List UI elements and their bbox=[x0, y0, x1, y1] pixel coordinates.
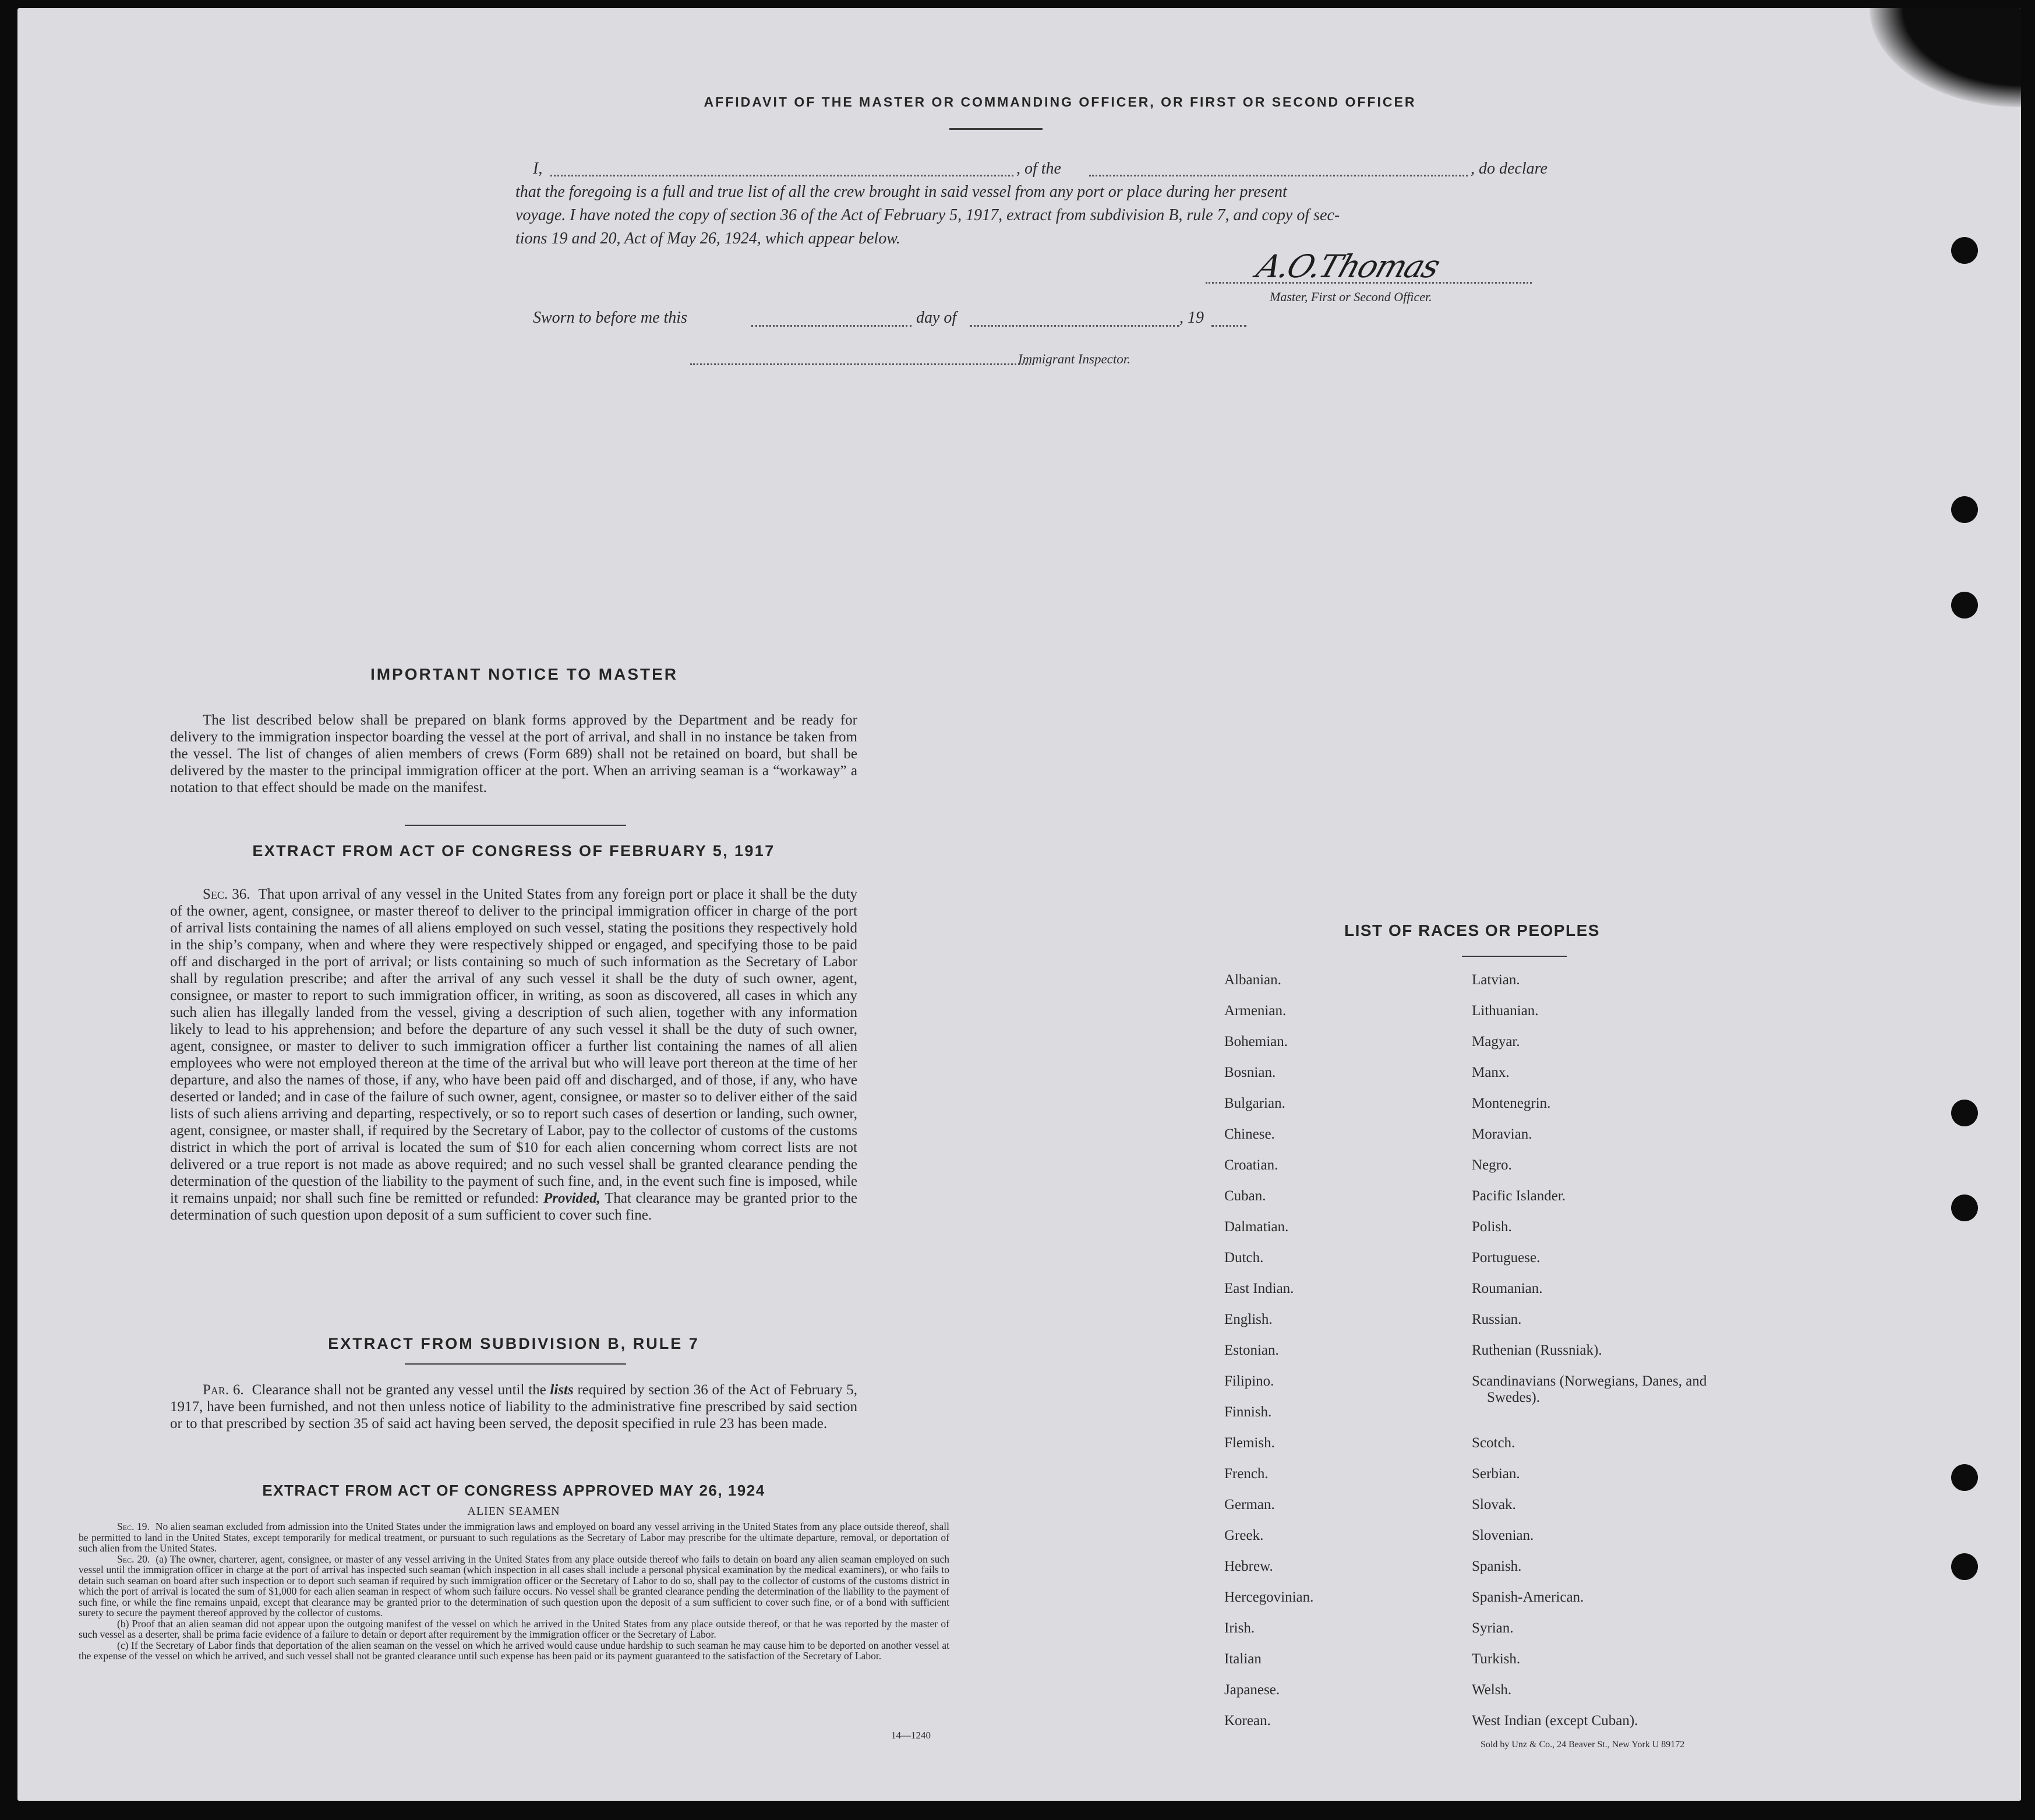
rule-7-body bbox=[170, 1381, 857, 1432]
month-blank bbox=[970, 325, 1179, 327]
race-item: Negro. bbox=[1472, 1157, 1512, 1173]
extract-1924-body bbox=[79, 1521, 949, 1662]
race-item: Bohemian. bbox=[1224, 1034, 1288, 1049]
race-item: Montenegrin. bbox=[1472, 1095, 1551, 1111]
race-item: French. bbox=[1224, 1466, 1269, 1482]
race-item: Japanese. bbox=[1224, 1682, 1280, 1698]
race-item: Cuban. bbox=[1224, 1188, 1266, 1204]
extract-1917-title: EXTRACT FROM ACT OF CONGRESS OF FEBRUARY 5, 1917 bbox=[252, 842, 775, 860]
document-page bbox=[17, 8, 2021, 1801]
race-item: Lithuanian. bbox=[1472, 1003, 1539, 1019]
race-item: Finnish. bbox=[1224, 1404, 1272, 1420]
race-item: Welsh. bbox=[1472, 1682, 1512, 1698]
race-item: Ruthenian (Russniak). bbox=[1472, 1342, 1602, 1358]
race-item: Croatian. bbox=[1224, 1157, 1278, 1173]
extract-1924-title: EXTRACT FROM ACT OF CONGRESS APPROVED MAY 26, 1924 bbox=[262, 1482, 765, 1499]
race-item: Latvian. bbox=[1472, 972, 1520, 988]
sec-19-label: Sec. 19. bbox=[117, 1521, 150, 1532]
form-number: 14—1240 bbox=[891, 1730, 931, 1741]
affidavit-declaration bbox=[515, 157, 1584, 250]
sec-36-text-end: That clearance may be granted prior to the determination of such question upon deposit of a sum sufficient to cover such fine. bbox=[170, 1190, 857, 1223]
punch-hole bbox=[1951, 237, 1978, 264]
race-item: Spanish. bbox=[1472, 1559, 1522, 1574]
sec-19-text: No alien seaman excluded from admission into the United States under the immigration laws and employed on board any vessel arriving in the United States from any place outside thereof, shall be permitted to land in the United States, except temporarily for medical treatment, or pursuant to such regulations as the Secretary of Labor may prescribe for the ultimate departure, removal, or deportation of such alien from the United States. bbox=[79, 1521, 949, 1554]
divider bbox=[405, 1363, 626, 1365]
race-item: Spanish-American. bbox=[1472, 1589, 1584, 1605]
race-item: Filipino. bbox=[1224, 1373, 1274, 1389]
sec-20c: (c) If the Secretary of Labor finds that deportation of the alien seaman on the vessel on which he arrived would cause undue hardship to such seaman he may cause him to be deported on another vessel at the expense of the vessel on which he arrived, and such vessel shall not be granted clearance until such expense has been paid or its payment guaranteed to the satisfaction of the Secretary of Labor. bbox=[79, 1639, 949, 1662]
race-item: West Indian (except Cuban). bbox=[1472, 1713, 1638, 1729]
sec-36-text: That upon arrival of any vessel in the United States from any foreign port or place it shall be the duty of the owner, agent, consignee, or master thereof to deliver to the principal immigration officer in charge of the port of arrival lists containing the names of all aliens employed on such vessel, stating the positions they respectively hold in the ship’s company, when and where they were respectively shipped or engaged, and specifying those to be paid off and discharged in the port of arrival; or lists containing so much of such information as the Secretary of Labor shall by regulation prescribe; and after the arrival of any such vessel it shall be the duty of such owner, agent, consignee, or master to report to such immigration officer, in writing, as soon as discovered, all cases in which any such alien has illegally landed from the vessel, giving a description of such alien, together with any information likely to lead to his apprehension; and before the departure of any such vessel it shall be the duty of such owner, agent, consignee, or master to deliver to such immigration officer a further list containing the names of all alien employees who were not employed thereon at the time of the arrival but who will leave port thereon at the time of her departure, and also the names of those, if any, who have been paid off and discharged, and of those, if any, who have deserted or landed; and in case of the failure of such owner, agent, consignee, or master so to deliver either of the said lists of such aliens arriving and departing, respectively, or so to report such cases of desertion or landing, such owner, agent, consignee, or master shall, if required by the Secretary of Labor, pay to the collector of customs of the customs district in which the port of arrival is located the sum of $10 for each alien concerning whom correct lists are not delivered or a true report is not made as above required; and no such vessel shall be granted clearance pending the determination of the question of the liability to the payment of such fine, and, in the event such fine is imposed, while it remains unpaid; nor shall such fine be remitted or refunded: bbox=[170, 886, 857, 1206]
signature: A.O.Thomas bbox=[1252, 248, 1444, 285]
race-item: English. bbox=[1224, 1312, 1273, 1327]
divider bbox=[405, 825, 626, 826]
race-item: Bulgarian. bbox=[1224, 1095, 1285, 1111]
race-item: Scotch. bbox=[1472, 1435, 1515, 1451]
race-item: Turkish. bbox=[1472, 1651, 1521, 1667]
sec-20a bbox=[79, 1554, 949, 1618]
sec-19 bbox=[79, 1521, 949, 1554]
race-item: Syrian. bbox=[1472, 1620, 1514, 1636]
year-prefix: , 19 bbox=[1179, 309, 1204, 327]
extract-1917-body bbox=[170, 886, 857, 1224]
race-item: Hebrew. bbox=[1224, 1559, 1273, 1574]
punch-hole bbox=[1951, 592, 1978, 619]
notice-body bbox=[170, 712, 857, 796]
race-item: Greek. bbox=[1224, 1528, 1264, 1543]
provided-word: Provided, bbox=[543, 1190, 600, 1206]
sec-20-label: Sec. 20. bbox=[117, 1553, 150, 1565]
sec-20a-text: (a) The owner, charterer, agent, consignee, or master of any vessel arriving in the United States from any place outside thereof who fails to detain on board any alien seaman employed on such vessel until the immigration officer in charge at the port of arrival has inspected such seaman (which inspection in all cases shall include a personal physical examination by the medical examiners), or who fails to detain such seaman on board after such inspection or to deport such seaman if required by such immigration officer or the Secretary of Labor to do so, shall pay to the collector of customs of the customs district in which the port of arrival is located the sum of $1,000 for each alien seaman in respect of whom such failure occurs. No vessel shall be granted clearance pending the determination of the liability to the payment of such fine, or while the fine remains unpaid, except that clearance may be granted prior to the determination of such question upon the deposit of a sum sufficient to cover such fine, or of a bond with sufficient surety to secure the payment thereof approved by the collector of customs. bbox=[79, 1553, 949, 1618]
race-item: Bosnian. bbox=[1224, 1065, 1276, 1080]
rule-7-text-b: required by section 36 of the Act of February 5, 1917, have been furnished, and not then unless notice of liability to the administrative fine prescribed by said section or to that prescribed by section 35 of said act having been served, the deposit specified in rule 23 has been made. bbox=[170, 1382, 857, 1432]
sec-20b: (b) Proof that an alien seaman did not appear upon the outgoing manifest of the vessel on which he arrived in the United States from any place outside thereof, or that he was reported by the master of such vessel as a deserter, shall be prima facie evidence of a failure to detain or deport after requirement by the immigration officer or the Secretary of Labor. bbox=[79, 1617, 949, 1640]
race-item: Moravian. bbox=[1472, 1126, 1532, 1142]
race-item: Korean. bbox=[1224, 1713, 1271, 1729]
vessel-blank bbox=[1089, 175, 1468, 176]
declaration-line-3: tions 19 and 20, Act of May 26, 1924, which appear below. bbox=[515, 229, 900, 248]
race-item: Dutch. bbox=[1224, 1250, 1264, 1266]
punch-hole bbox=[1951, 1100, 1978, 1126]
race-item: Armenian. bbox=[1224, 1003, 1287, 1019]
inspector-line bbox=[690, 363, 1034, 365]
signature-caption: Master, First or Second Officer. bbox=[1270, 289, 1432, 304]
rule-7-text-a: Clearance shall not be granted any vessel until the bbox=[252, 1382, 546, 1398]
punch-hole bbox=[1951, 1195, 1978, 1221]
race-item: East Indian. bbox=[1224, 1281, 1294, 1296]
day-of-label: day of bbox=[916, 309, 957, 327]
notice-title: IMPORTANT NOTICE TO MASTER bbox=[370, 665, 679, 683]
rule-7-title: EXTRACT FROM SUBDIVISION B, RULE 7 bbox=[328, 1335, 699, 1352]
divider bbox=[949, 128, 1043, 130]
inspector-caption: Immigrant Inspector. bbox=[1018, 352, 1130, 366]
race-item: German. bbox=[1224, 1497, 1275, 1512]
race-item: Russian. bbox=[1472, 1312, 1522, 1327]
declaration-line-2: voyage. I have noted the copy of section 36 of the Act of February 5, 1917, extract from subdivision B, rule 7, and copy of sec- bbox=[515, 206, 1340, 224]
race-item: Pacific Islander. bbox=[1472, 1188, 1566, 1204]
notice-text: The list described below shall be prepared on blank forms approved by the Department and be ready for delivery to the immigration inspector boarding the vessel at the port of arrival, and shall in no instance be taken from the vessel. The list of changes of alien members of crews (Form 689) shall not be retained on board, but shall be delivered by the master to the principal immigration officer at the port. When an arriving seaman is a “workaway” a notation to that effect should be made on the manifest. bbox=[170, 712, 857, 796]
races-title: LIST OF RACES OR PEOPLES bbox=[1344, 921, 1600, 939]
race-item: Albanian. bbox=[1224, 972, 1281, 988]
race-item: Slovenian. bbox=[1472, 1528, 1534, 1543]
punch-hole bbox=[1951, 1464, 1978, 1491]
i-label: I, bbox=[533, 160, 543, 178]
name-blank bbox=[550, 175, 1013, 176]
race-item: Irish. bbox=[1224, 1620, 1255, 1636]
day-blank bbox=[751, 325, 911, 327]
race-item: Italian bbox=[1224, 1651, 1262, 1667]
race-item: Dalmatian. bbox=[1224, 1219, 1289, 1235]
declaration-line-1: that the foregoing is a full and true list of all the crew brought in said vessel from any port or place during her present bbox=[515, 183, 1287, 201]
race-item: Portuguese. bbox=[1472, 1250, 1541, 1266]
race-item: Chinese. bbox=[1224, 1126, 1275, 1142]
punch-hole bbox=[1951, 496, 1978, 523]
race-item: Scandinavians (Norwegians, Danes, and Swedes). bbox=[1472, 1373, 1707, 1405]
do-declare-label: , do declare bbox=[1471, 160, 1548, 178]
year-blank bbox=[1211, 325, 1246, 327]
alien-seamen-subtitle: ALIEN SEAMEN bbox=[467, 1505, 560, 1518]
par-6-label: Par. 6. bbox=[203, 1382, 244, 1398]
race-item: Estonian. bbox=[1224, 1342, 1279, 1358]
sworn-line bbox=[515, 309, 1273, 332]
race-item: Flemish. bbox=[1224, 1435, 1275, 1451]
race-item: Roumanian. bbox=[1472, 1281, 1543, 1296]
corner-damage bbox=[1870, 8, 2021, 107]
race-item: Magyar. bbox=[1472, 1034, 1520, 1049]
race-item: Serbian. bbox=[1472, 1466, 1520, 1482]
race-item: Slovak. bbox=[1472, 1497, 1516, 1512]
affidavit-title: AFFIDAVIT OF THE MASTER OR COMMANDING OFFICER, OR FIRST OR SECOND OFFICER bbox=[704, 94, 1416, 109]
punch-hole bbox=[1951, 1553, 1978, 1580]
divider bbox=[1462, 956, 1567, 957]
race-item: Manx. bbox=[1472, 1065, 1510, 1080]
race-item: Polish. bbox=[1472, 1219, 1512, 1235]
of-the-label: , of the bbox=[1016, 160, 1061, 178]
race-item: Hercegovinian. bbox=[1224, 1589, 1314, 1605]
sworn-prefix: Sworn to before me this bbox=[533, 309, 687, 327]
sec-36-label: Sec. 36. bbox=[203, 886, 250, 902]
sold-by-imprint: Sold by Unz & Co., 24 Beaver St., New York U 89172 bbox=[1481, 1740, 1685, 1750]
lists-word: lists bbox=[550, 1382, 574, 1398]
